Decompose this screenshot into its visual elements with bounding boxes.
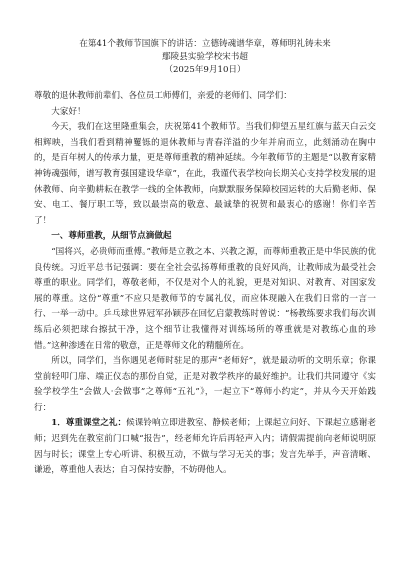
section1-paragraph-2: 所以，同学们，当你遇见老师时驻足的那声“老师好”，就是最动听的文明乐章；你课堂前轻叩门扉、端正仪态的那份自觉，正是对教学秩序的最好维护。让我们共同遵守《实验学校学生“会做人·会做事”之尊师“五礼”》，一起立下“尊师小约定”，并从今天开始践行： [34,356,376,413]
document-title: 在第41个教师节国旗下的讲话：立德铸魂谱华章，尊师明礼铸未来 [79,39,331,49]
section1-heading: 一、尊师重教，从细节点滴做起 [51,231,172,242]
item-1-label: 1．尊重课堂之礼： [51,418,127,429]
document-date: （2025年9月10日） [164,65,246,75]
salutation: 尊敬的退休教师前辈们、各位员工师傅们，亲爱的老师们、同学们： [34,91,292,101]
intro-paragraph: 今天，我们在这里隆重集会，庆祝第41个教师节。当我们仰望五星红旗与蓝天白云交相辉映，当我们看到精神矍铄的退休教师与青春洋溢的少年并肩而立，此刻涌动在胸中的，是百年树人的传承力量，更是尊师重教的精神延续。今年教师节的主题是“以教育家精神铸魂强师，谱写教育强国建设华章”，在此，我谨代表学校向长期关心支持学校发展的退休教师、向辛勤耕耘在教学一线的全体教师，向默默服务保障校园运转的大后勤老师、保安、电工、餐厅职工等，致以最崇高的敬意、最诚挚的祝贺和最衷心的感谢！你们辛苦了！ [34,122,376,226]
section1-paragraph-1: “国将兴，必贵师而重傅。”教师是立教之本、兴教之源，而尊师重教正是中华民族的优良传统。习近平总书记强调：要在全社会弘扬尊师重教的良好风尚，让教师成为最受社会尊重的职业。同学们，尊敬老师，不仅是对个人的礼貌，更是对知识、对教育、对国家发展的尊重。这份“尊重”不应只是教师节的专属礼仪，而应体现融入在我们日常的一言一行、一举一动中。乒乓球世界冠军孙颖莎在回忆启蒙教练时曾说：“杨教练要求我们每次训练后必须把球台擦拭干净，这个细节让我懂得对训练场所的尊重就是对教练心血的珍惜。”这种渗透在日常的敬意，正是尊师文化的精髓所在。 [34,246,376,351]
item-1 [34,416,376,478]
greeting: 大家好！ [51,106,86,117]
document-header [34,38,376,77]
document-author: 鄢陵县实验学校宋书超 [162,52,248,62]
item-1-text: 候课铃响立即进教室、静候老师；上课起立问好、下课起立感谢老师；迟到先在教室前门口喊“报告”，经老师允许后再轻声入内；请假需提前向老师说明原因与时长；课堂上专心听讲、积极互动，不做与学习无关的事；发言先举手，声音清晰、谦逊，尊重他人表达；自习保持安静，不妨碍他人。 [34,418,376,476]
